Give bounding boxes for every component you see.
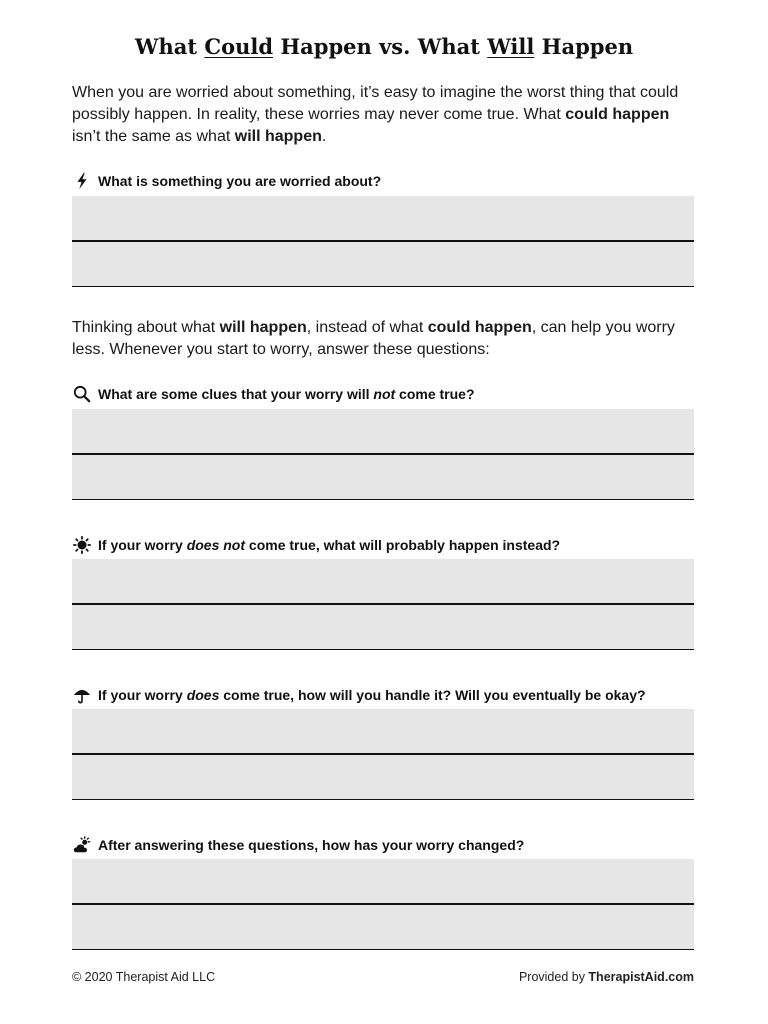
answer-box-clues[interactable] xyxy=(72,409,694,500)
answer-line-2[interactable] xyxy=(72,455,694,500)
intro-text-1: When you are worried about something, it’s easy to imagine the worst thing that could possibly happen. In reality, these worries may never come true. What xyxy=(72,84,679,123)
question-handle xyxy=(72,685,697,705)
footer-site-link[interactable]: TherapistAid.com xyxy=(588,970,694,984)
title-part-2: Happen vs. What xyxy=(273,34,488,59)
answer-box-handle[interactable] xyxy=(72,709,694,800)
footer-provided-label: Provided by xyxy=(518,970,589,984)
question-changed xyxy=(72,835,697,855)
answer-box-not-true[interactable] xyxy=(72,559,694,650)
answer-box-worry[interactable] xyxy=(72,196,694,287)
sun-icon xyxy=(72,535,92,555)
question-not-true-label xyxy=(98,537,560,553)
question-clues-pre: What are some clues that your worry will xyxy=(98,386,374,402)
question-clues-em: not xyxy=(373,386,396,402)
answer-line-1[interactable] xyxy=(72,859,694,905)
middle-text-2: , instead of what xyxy=(306,319,428,336)
question-clues-label xyxy=(98,386,475,402)
title-will: Will xyxy=(487,34,535,59)
answer-line-1[interactable] xyxy=(72,709,694,755)
answer-line-1[interactable] xyxy=(72,409,694,455)
question-not-true-em: does not xyxy=(186,537,246,553)
middle-bold-could: could happen xyxy=(427,319,532,336)
intro-text-3: . xyxy=(321,128,327,145)
answer-line-2[interactable] xyxy=(72,605,694,650)
question-handle-post: come true, how will you handle it? Will you eventually be okay? xyxy=(219,687,646,703)
intro-paragraph xyxy=(72,82,697,148)
title-part-1: What xyxy=(134,34,205,59)
question-handle-em: does xyxy=(186,687,220,703)
page-title xyxy=(0,34,768,59)
question-worry xyxy=(72,171,697,191)
footer-copyright: © 2020 Therapist Aid LLC xyxy=(72,970,216,984)
question-clues xyxy=(72,384,697,404)
question-handle-pre: If your worry xyxy=(98,687,187,703)
question-not-true-pre: If your worry xyxy=(98,537,187,553)
question-worry-label: What is something you are worried about? xyxy=(98,173,382,189)
answer-line-1[interactable] xyxy=(72,196,694,242)
middle-paragraph xyxy=(72,317,697,361)
question-handle-label xyxy=(98,687,646,703)
title-could: Could xyxy=(204,34,274,59)
magnifier-icon xyxy=(72,384,92,404)
question-not-true-post: come true, what will probably happen instead? xyxy=(245,537,561,553)
middle-text-1: Thinking about what xyxy=(72,319,220,336)
answer-line-1[interactable] xyxy=(72,559,694,605)
sun-cloud-icon xyxy=(72,835,92,855)
middle-bold-will: will happen xyxy=(219,319,307,336)
intro-text-2: isn’t the same as what xyxy=(72,128,235,145)
footer-provided-by xyxy=(519,970,694,984)
title-part-3: Happen xyxy=(534,34,634,59)
umbrella-icon xyxy=(72,685,92,705)
answer-line-2[interactable] xyxy=(72,905,694,950)
intro-bold-could: could happen xyxy=(565,106,670,123)
answer-line-2[interactable] xyxy=(72,755,694,800)
question-changed-label: After answering these questions, how has your worry changed? xyxy=(98,837,525,853)
question-clues-post: come true? xyxy=(395,386,475,402)
question-not-true xyxy=(72,535,697,555)
answer-line-2[interactable] xyxy=(72,242,694,287)
intro-bold-will: will happen xyxy=(234,128,322,145)
answer-box-changed[interactable] xyxy=(72,859,694,950)
lightning-icon xyxy=(72,171,92,191)
middle-text-3: , can help you worry less. Whenever you start to worry, answer these questions: xyxy=(72,319,675,358)
